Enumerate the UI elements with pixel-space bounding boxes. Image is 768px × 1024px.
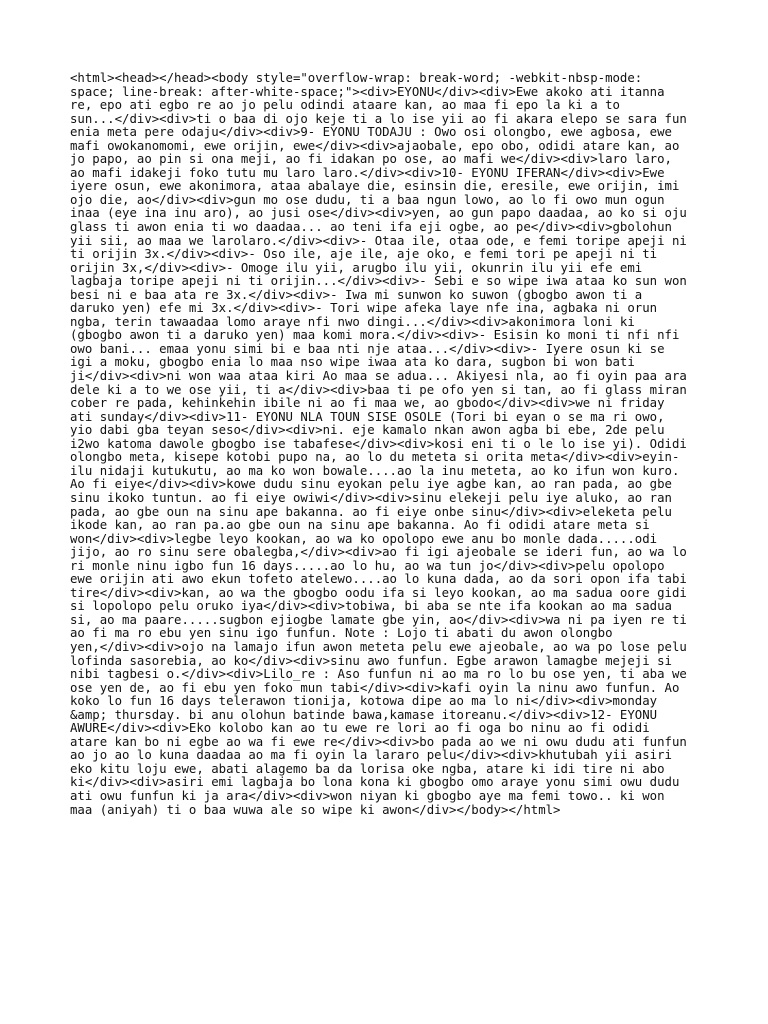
source-line: won</div><div>legbe leyo kookan, ao wa ko opolopo ewe anu bo monle dada.....odi <box>70 531 658 546</box>
source-line: glass ti awon enia ti wo daadaa... ao teni ifa eji ogbe, ao pe</div><div>gbolohun <box>70 220 672 235</box>
source-line: si, ao ma paare.....sugbon ejiogbe lamate gbe yin, ao</div><div>wa ni pa iyen re ti <box>70 612 687 627</box>
source-line: lofinda sasorebia, ao ko</div><div>sinu awo funfun. Egbe arawon lamagbe mejeji si <box>70 653 672 668</box>
source-line: olongbo meta, kisepe kotobi pupo na, ao lo du meteta si orita meta</div><div>eyin- <box>70 450 680 465</box>
source-line: AWURE</div><div>Eko kolobo kan ao tu ewe re lori ao fi oga bo ninu ao fi odidi <box>70 721 650 736</box>
source-line: ti orijin 3x.</div><div>- Oso ile, aje ile, aje oko, e femi tori pe apeji ni ti <box>70 247 658 262</box>
source-line: koko lo fun 16 days telerawon tionija, kotowa dipe ao ma lo ni</div><div>monday <box>70 694 658 709</box>
source-line: orijin 3x,</div><div>- Omoge ilu yii, arugbo ilu yii, okunrin ilu yii efe emi <box>70 260 643 275</box>
source-line: mafi owokanomomi, ewe orijin, ewe</div><div>ajaobale, epo obo, odidi atare kan, ao <box>70 138 680 153</box>
source-line: i2wo katoma dawole gbogbo ise tabafese</div><div>kosi eni ti o le lo ise yi). Odidi <box>70 436 687 451</box>
source-line: space; line-break: after-white-space;"><div>EYONU</div><div>Ewe akoko ati itanna <box>70 84 665 99</box>
source-line: yen,</div><div>ojo na lamajo ifun awon meteta pelu ewe ajeobale, ao wa po lose pelu <box>70 639 687 654</box>
source-line: re, epo ati egbo re ao jo pelu odindi ataare kan, ao maa fi epo la ki a to <box>70 98 620 113</box>
source-line: igi a moku, gbogbo enia lo maa nso wipe iwaa ata ko dara, sugbon bi won bati <box>70 355 635 370</box>
source-line: jo papo, ao pin si ona meji, ao fi idakan po ose, ao mafi we</div><div>laro laro, <box>70 152 672 167</box>
source-line: eko kitu loju ewe, abati alagemo ba da lorisa oke ngba, atare ki idi tire ni abo <box>70 761 665 776</box>
source-line: ati sunday</div><div>11- EYONU NLA TOUN SISE OSOLE (Tori bi eyan o se ma ri owo, <box>70 409 665 424</box>
html-source-text <box>70 72 702 817</box>
source-line: &amp; thursday. bi anu olohun batinde bawa,kamase itoreanu.</div><div>12- EYONU <box>70 707 658 722</box>
source-line: ki</div><div>asiri emi lagbaja bo lona kona ki gbogbo omo araye yonu simi owu dudu <box>70 775 680 790</box>
source-line: ri monle ninu igbo fun 16 days.....ao lo hu, ao wa tun jo</div><div>pelu opolopo <box>70 558 665 573</box>
source-line: ao fi ma ro ebu yen sinu igo funfun. Note : Lojo ti abati du awon olongbo <box>70 626 613 641</box>
source-line: (gbogbo awon ti a daruko yen) maa komi mora.</div><div>- Esisin ko moni ti nfi nfi <box>70 328 680 343</box>
source-line: iyere osun, ewe akonimora, ataa abalaye die, esinsin die, eresile, ewe orijin, imi <box>70 179 680 194</box>
source-line: ao jo ao lo kuna daadaa ao ma fi oyin la lararo pelu</div><div>khutubah yii asiri <box>70 748 672 763</box>
source-line: ao mafi idakeji foko tutu mu laro laro.</div><div>10- EYONU IFERAN</div><div>Ewe <box>70 165 665 180</box>
source-line: yii sii, ao maa we larolaro.</div><div>- Otaa ile, otaa ode, e femi toripe apeji ni <box>70 233 687 248</box>
source-line: tire</div><div>kan, ao wa the gbogbo oodu ifa si leyo kookan, ao ma sadua oore gidi <box>70 585 687 600</box>
source-line: besi ni e baa ata re 3x.</div><div>- Iwa mi sunwon ko suwon (gbogbo awon ti a <box>70 287 643 302</box>
source-line: ji</div><div>ni won waa ataa kiri Ao maa se adua... Akiyesi nla, ao fi oyin paa ara <box>70 369 687 384</box>
source-line: owo bani... emaa yonu simi bi e baa nti nje ataa...</div><div>- Iyere osun ki se <box>70 341 665 356</box>
source-line: ati owu funfun ki ja ara</div><div>won niyan ki gbogbo aye ma femi towo.. ki won <box>70 788 665 803</box>
source-line: atare kan bo ni egbe ao wa fi ewe re</div><div>bo pada ao we ni owu dudu ati funfun <box>70 734 687 749</box>
source-line: ilu nidaji kutukutu, ao ma ko won bowale....ao la inu meteta, ao ko ifun won kuro. <box>70 463 680 478</box>
source-line: Ao fi eiye</div><div>kowe dudu sinu eyokan pelu iye agbe kan, ao ran pada, ao gbe <box>70 477 672 492</box>
source-line: jijo, ao ro sinu sere obalegba,</div><div>ao fi igi ajeobale se ideri fun, ao wa lo <box>70 545 687 560</box>
source-line: maa (aniyah) ti o baa wuwa ale so wipe ki awon</div></body></html> <box>70 802 561 817</box>
source-line: daruko yen) efe mi 3x.</div><div>- Tori wipe afeka laye nfe ina, agbaka ni orun <box>70 301 658 316</box>
source-line: nibi tagbesi o.</div><div>Lilo_re : Aso funfun ni ao ma ro lo bu ose yen, ti aba we <box>70 667 687 682</box>
source-line: sinu ikoko tuntun. ao fi eiye owiwi</div><div>sinu elekeji pelu iye aluko, ao ran <box>70 490 672 505</box>
source-line: <html><head></head><body style="overflow-wrap: break-word; -webkit-nbsp-mode: <box>70 71 643 85</box>
source-line: dele ki a to we ose yii, ti a</div><div>baa ti pe ofo yen si tan, ao fi glass miran <box>70 382 687 397</box>
source-line: ikode kan, ao ran pa.ao gbe oun na sinu ape bakanna. Ao fi odidi atare meta si <box>70 518 650 533</box>
source-line: pada, ao gbe oun na sinu ape bakanna. ao fi eiye onbe sinu</div><div>eleketa pelu <box>70 504 672 519</box>
source-line: ose yen de, ao fi ebu yen foko mun tabi</div><div>kafi oyin la ninu awo funfun. Ao <box>70 680 680 695</box>
source-line: lagbaja toripe apeji ni ti orijin...</div><div>- Sebi e so wipe iwa ataa ko sun won <box>70 274 687 289</box>
source-line: cober re pada, kehinkehin ibile ni ao fi maa we, ao gbodo</div><div>we ni friday <box>70 396 665 411</box>
source-line: inaa (eye ina inu aro), ao jusi ose</div><div>yen, ao gun papo daadaa, ao ko si oju <box>70 206 687 221</box>
source-line: si lopolopo pelu oruko iya</div><div>tobiwa, bi aba se nte ifa kookan ao ma sadua <box>70 599 672 614</box>
source-line: ojo die, ao</div><div>gun mo ose dudu, ti a baa ngun lowo, ao lo fi owo mun ogun <box>70 192 665 207</box>
source-line: sun...</div><div>ti o baa di ojo keje ti a lo ise yii ao fi akara elepo se sara fun <box>70 111 687 126</box>
source-line: ngba, terin tawaadaa lomo araye nfi nwo dingi...</div><div>akonimora loni ki <box>70 314 635 329</box>
source-line: ewe orijin ati awo ekun tofeto atelewo....ao lo kuna dada, ao da sori opon ifa tabi <box>70 572 687 587</box>
source-line: enia meta pere odaju</div><div>9- EYONU TODAJU : Owo osi olongbo, ewe agbosa, ewe <box>70 125 672 140</box>
source-line: yio dabi gba teyan seso</div><div>ni. eje kamalo nkan awon agba bi ebe, 2de pelu <box>70 423 665 438</box>
